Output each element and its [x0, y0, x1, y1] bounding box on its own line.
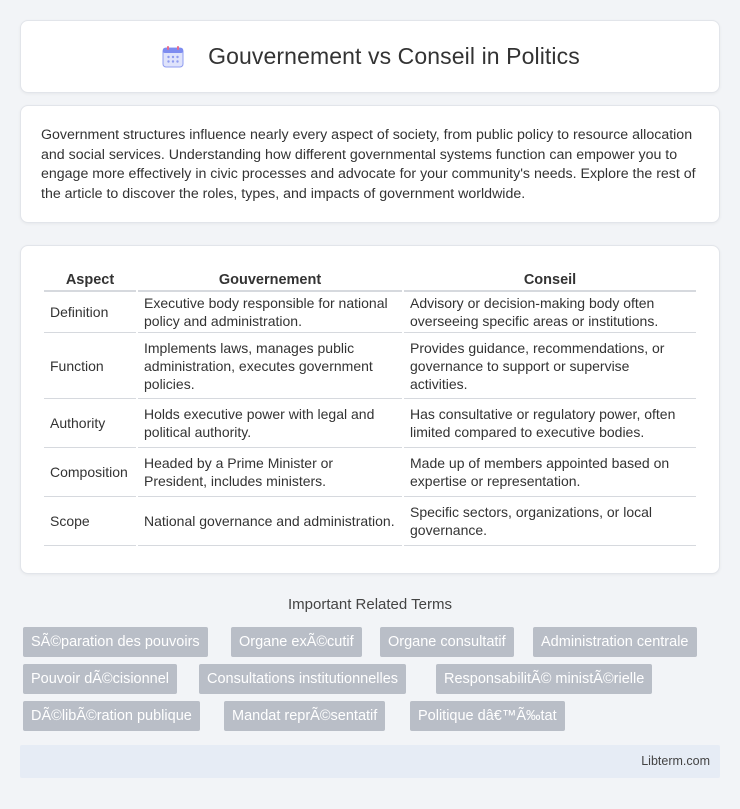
aspect-cell: Authority [44, 399, 136, 448]
related-term-tag[interactable]: SÃ©paration des pouvoirs [23, 627, 208, 657]
related-terms-title: Important Related Terms [288, 596, 452, 613]
table-row [44, 292, 696, 333]
aspect-cell: Definition [44, 292, 136, 333]
column-header-conseil: Conseil [404, 266, 696, 292]
related-term-tag[interactable]: Politique dâ€™Ã‰tat [410, 701, 565, 731]
gouvernement-cell: Executive body responsible for national policy and administration. [138, 292, 402, 333]
conseil-cell: Has consultative or regulatory power, often limited compared to executive bodies. [404, 399, 696, 448]
aspect-cell: Function [44, 333, 136, 399]
footer-brand-link[interactable]: Libterm.com [641, 754, 710, 768]
column-header-gouvernement: Gouvernement [138, 266, 402, 292]
conseil-cell: Specific sectors, organizations, or local governance. [404, 497, 696, 546]
header-card [20, 20, 720, 93]
gouvernement-cell: Implements laws, manages public administration, executes government policies. [138, 333, 402, 399]
gouvernement-cell: Headed by a Prime Minister or President, includes ministers. [138, 448, 402, 497]
conseil-cell: Made up of members appointed based on expertise or representation. [404, 448, 696, 497]
conseil-cell: Provides guidance, recommendations, or governance to support or supervise activities. [404, 333, 696, 399]
gouvernement-cell: Holds executive power with legal and political authority. [138, 399, 402, 448]
related-term-tag[interactable]: Organe exÃ©cutif [231, 627, 362, 657]
table-row [44, 399, 696, 448]
intro-card [20, 105, 720, 223]
conseil-cell: Advisory or decision-making body often overseeing specific areas or institutions. [404, 292, 696, 333]
aspect-cell: Composition [44, 448, 136, 497]
table-row [44, 448, 696, 497]
related-term-tag[interactable]: Mandat reprÃ©sentatif [224, 701, 385, 731]
table-header-row [44, 266, 696, 292]
related-term-tag[interactable]: Consultations institutionnelles [199, 664, 406, 694]
related-term-tag[interactable]: ResponsabilitÃ© ministÃ©rielle [436, 664, 652, 694]
intro-text: Government structures influence nearly every aspect of society, from public policy to resource allocation and social services. Understanding how different governmental systems function can empower you to engage more effectively in civic processes and advocate for your community's needs. Explore the rest of the article to discover the roles, types, and impacts of government worldwide. [41, 127, 696, 202]
comparison-table-card [20, 245, 720, 574]
table-row [44, 497, 696, 546]
related-term-tag[interactable]: Administration centrale [533, 627, 697, 657]
calendar-icon [160, 44, 186, 70]
gouvernement-cell: National governance and administration. [138, 497, 402, 546]
related-term-tag[interactable]: Pouvoir dÃ©cisionnel [23, 664, 177, 694]
related-term-tag[interactable]: Organe consultatif [380, 627, 514, 657]
column-header-aspect: Aspect [44, 266, 136, 292]
related-term-tag[interactable]: DÃ©libÃ©ration publique [23, 701, 200, 731]
page-title: Gouvernement vs Conseil in Politics [208, 43, 580, 69]
aspect-cell: Scope [44, 497, 136, 546]
comparison-table [42, 266, 698, 546]
footer [20, 745, 720, 778]
table-row [44, 333, 696, 399]
